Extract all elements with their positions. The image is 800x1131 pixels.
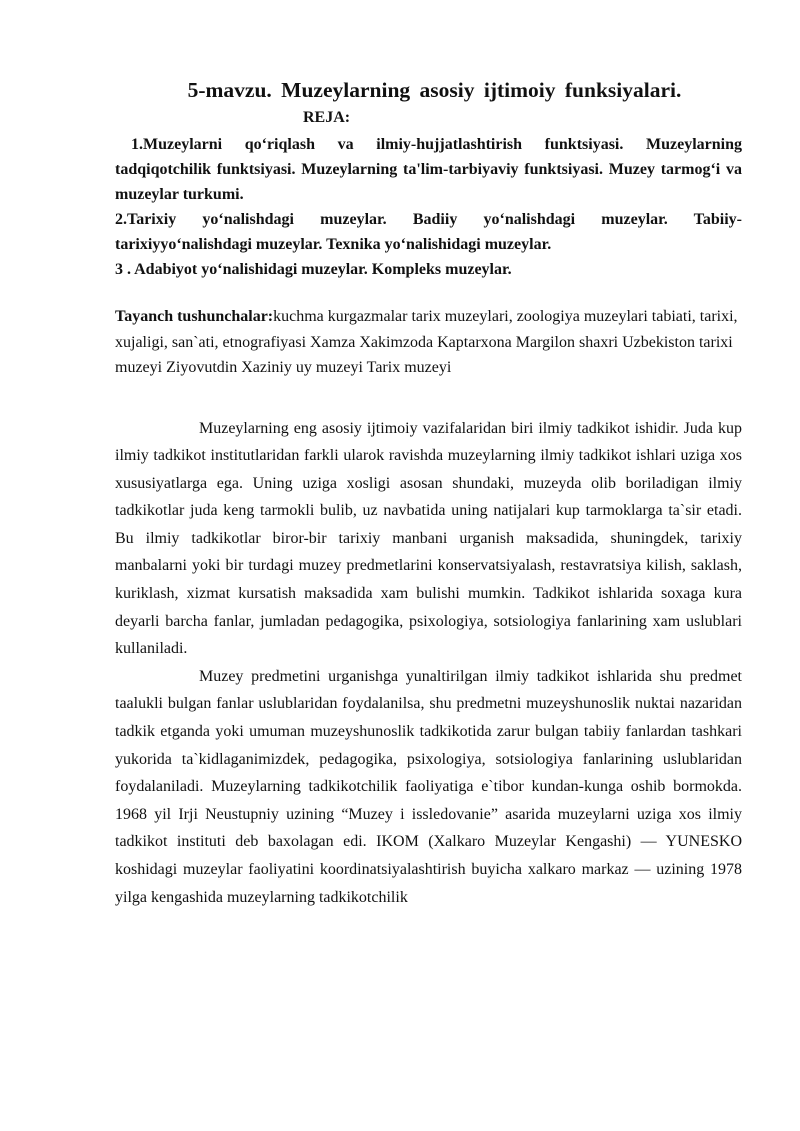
paragraph-1: Muzeylarning eng asosiy ijtimoiy vazifalaridan biri ilmiy tadkikot ishidir. Juda kup ilmiy tadkikot institutlaridan farkli ularok ravishda muzeylarning ilmiy tadkikot ishlari uziga xos xususiyatlarga ega. Uning uziga xosligi asosan shundaki, muzeyda olib boriladigan ilmiy tadkikotlar juda keng tarmokli bulib, uz navbatida uning natijalari kup tarmoklarga ta`sir etadi. Bu ilmiy tadkikotlar biror-bir tarixiy manbani urganish maksadida, shuningdek, tarixiy manbalarni yoki bir turdagi muzey predmetlarini konservatsiyalash, restavratsiya kilish, saklash, kuriklash, xizmat kursatish maksadida xam bulishi mumkin. Tadkikot ishlarida soxaga kura deyarli barcha fanlar, jumladan pedagogika, psixologiya, sotsiologiya fanlarining xam uslublari kullaniladi. [115, 419, 742, 658]
keywords-label: Tayanch tushunchalar: [115, 308, 274, 325]
plan-heading: REJA: [303, 109, 351, 126]
spacer [115, 282, 742, 304]
body-text [115, 415, 742, 912]
plan-item-1: 1.Muzeylarni qo‘riqlash va ilmiy-hujjatlashtirish funktsiyasi. Muzeylarning tadqiqotchilik funktsiyasi. Muzeylarning ta'lim-tarbiyaviy funktsiyasi. Muzey tarmog‘i va muzeylar turkumi. [115, 136, 742, 203]
plan-item-3: 3 . Adabiyot yo‘nalishidagi muzeylar. Kompleks muzeylar. [115, 261, 512, 278]
document-page [115, 78, 742, 911]
paragraph-2: Muzey predmetini urganishga yunaltirilgan ilmiy tadkikot ishlarida shu predmet taalukli bulgan fanlar uslublaridan foydalanilsa, shu predmetni muzeyshunoslik nuktai nazaridan tadkik etganda yoki umuman muzeyshunoslik tadkikotida zarur bulgan tabiiy fanlardan tashkari yukorida ta`kidlaganimizdek, pedagogika, psixologiya, sotsiologiya fanlarining uslublaridan foydalaniladi. Muzeylarning tadkikotchilik faoliyatiga e`tibor kundan-kunga oshib bormokda. 1968 yil Irji Neustupniy uzining “Muzey i issledovanie” asarida muzeylarni uziga xos ilmiy tadkikot instituti deb baxolagan edi. IKOM (Xalkaro Muzeylar Kengashi) — YUNESKO koshidagi muzeylar faoliyatini koordinatsiyalashtirish buyicha xalkaro markaz — uzining 1978 yilga kengashida muzeylarning tadkikotchilik [115, 667, 742, 906]
keywords-block [115, 304, 742, 381]
plan-list [115, 132, 742, 282]
plan-item-2: 2.Tarixiy yo‘nalishdagi muzeylar. Badiiy yo‘nalishdagi muzeylar. Tabiiy-tarixiyyo‘nalishdagi muzeylar. Texnika yo‘nalishidagi muzeylar. [115, 211, 742, 253]
keywords-text: kuchma kurgazmalar tarix muzeylari, zoologiya muzeylari tabiati, tarixi, xujaligi, san`ati, etnografiyasi Xamza Xakimzoda Kaptarxona Margilon shaxri Uzbekiston tarixi muzeyi Ziyovutdin Xaziniy uy muzeyi Tarix muzeyi [115, 308, 738, 376]
topic-title: 5-mavzu. Muzeylarning asosiy ijtimoiy funksiyalari. [187, 78, 682, 102]
